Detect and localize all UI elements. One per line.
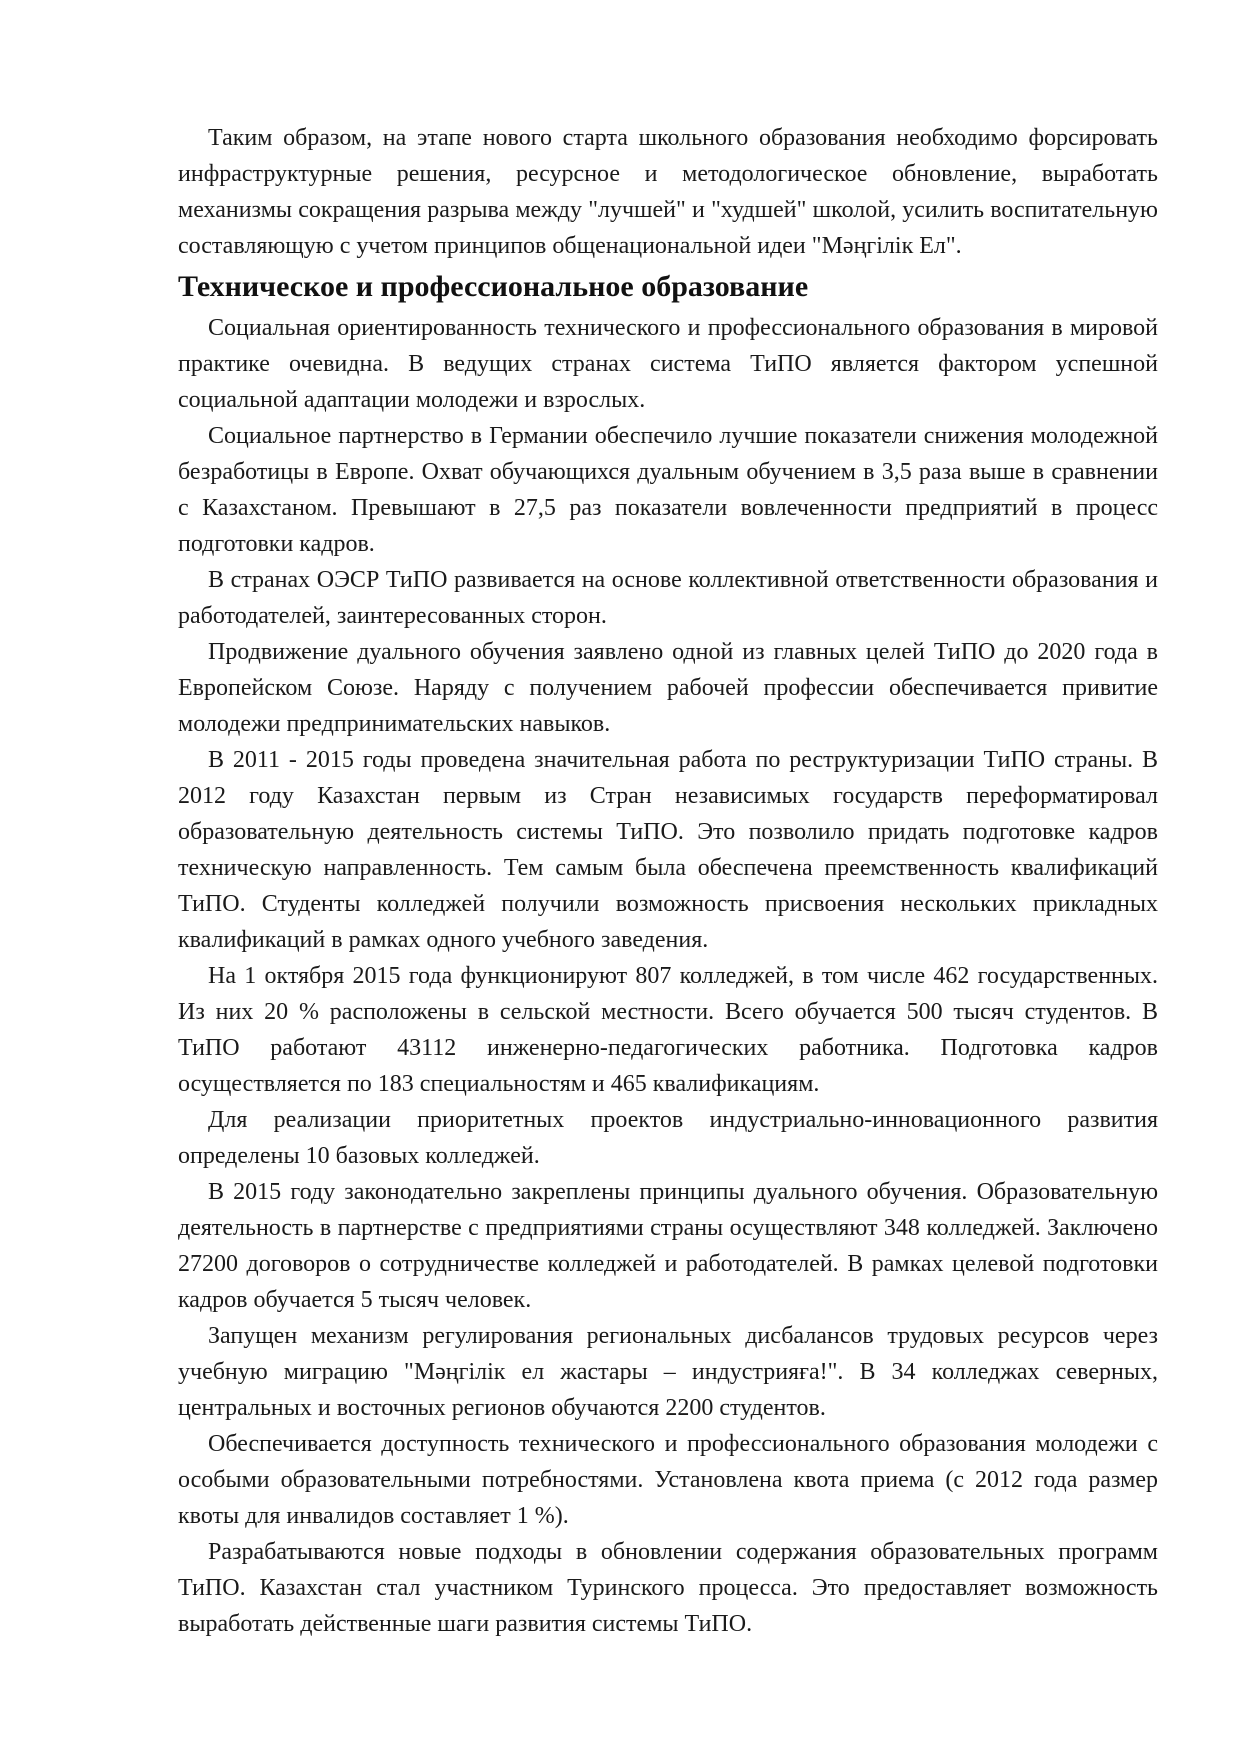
paragraph-dual-education-law-2015: В 2015 году законодательно закреплены принципы дуального обучения. Образовательную деятельность в партнерстве с предприятиями страны осуществляют 348 колледжей. Заключено 27200 договоров о сотрудничестве колледжей и работодателей. В рамках целевой подготовки кадров обучается 5 тысяч человек. xyxy=(178,1179,1158,1313)
paragraph-oecd: В странах ОЭСР ТиПО развивается на основе коллективной ответственности образования и работодателей, заинтересованных сторон. xyxy=(178,567,1158,629)
section-heading: Техническое и профессиональное образование xyxy=(178,270,809,303)
paragraph-dual-education-eu: Продвижение дуального обучения заявлено одной из главных целей ТиПО до 2020 года в Европейском Союзе. Наряду с получением рабочей профессии обеспечивается привитие молодежи предпринимательских навыков. xyxy=(178,639,1158,737)
paragraph-social-orientation: Социальная ориентированность технического и профессионального образования в мировой практике очевидна. В ведущих странах система ТиПО является фактором успешной социальной адаптации молодежи и взрослых. xyxy=(178,315,1158,413)
document-content xyxy=(178,120,1158,1642)
paragraph-special-needs-quota: Обеспечивается доступность технического и профессионального образования молодежи с особыми образовательными потребностями. Установлена квота приема (с 2012 года размер квоты для инвалидов составляет 1 %). xyxy=(178,1431,1158,1529)
paragraph-colleges-statistics: На 1 октября 2015 года функционируют 807 колледжей, в том числе 462 государственных. Из них 20 % расположены в сельской местности. Всего обучается 500 тысяч студентов. В ТиПО работают 43112 инженерно-педагогических работника. Подготовка кадров осуществляется по 183 специальностям и 465 квалификациям. xyxy=(178,963,1158,1097)
paragraph-base-colleges: Для реализации приоритетных проектов индустриально-инновационного развития определены 10 базовых колледжей. xyxy=(178,1107,1158,1169)
paragraph-intro: Таким образом, на этапе нового старта школьного образования необходимо форсировать инфраструктурные решения, ресурсное и методологическое обновление, выработать механизмы сокращения разрыва между "лучшей" и "худшей" школой, усилить воспитательную составляющую с учетом принципов общенациональной идеи "Мәңгілік Ел". xyxy=(178,125,1158,259)
paragraph-germany-partnership: Социальное партнерство в Германии обеспечило лучшие показатели снижения молодежной безработицы в Европе. Охват обучающихся дуальным обучением в 3,5 раза выше в сравнении с Казахстаном. Превышают в 27,5 раз показатели вовлеченности предприятий в процесс подготовки кадров. xyxy=(178,423,1158,557)
paragraph-turin-process: Разрабатываются новые подходы в обновлении содержания образовательных программ ТиПО. Казахстан стал участником Туринского процесса. Это предоставляет возможность выработать действенные шаги развития системы ТиПО. xyxy=(178,1539,1158,1637)
paragraph-restructuring-2011-2015: В 2011 - 2015 годы проведена значительная работа по реструктуризации ТиПО страны. В 2012 году Казахстан первым из Стран независимых государств переформатировал образовательную деятельность системы ТиПО. Это позволило придать подготовке кадров техническую направленность. Тем самым была обеспечена преемственность квалификаций ТиПО. Студенты колледжей получили возможность присвоения нескольких прикладных квалификаций в рамках одного учебного заведения. xyxy=(178,747,1158,953)
paragraph-labor-migration: Запущен механизм регулирования региональных дисбалансов трудовых ресурсов через учебную миграцию "Мәңгілік ел жастары – индустрияға!". В 34 колледжах северных, центральных и восточных регионов обучаются 2200 студентов. xyxy=(178,1323,1158,1421)
